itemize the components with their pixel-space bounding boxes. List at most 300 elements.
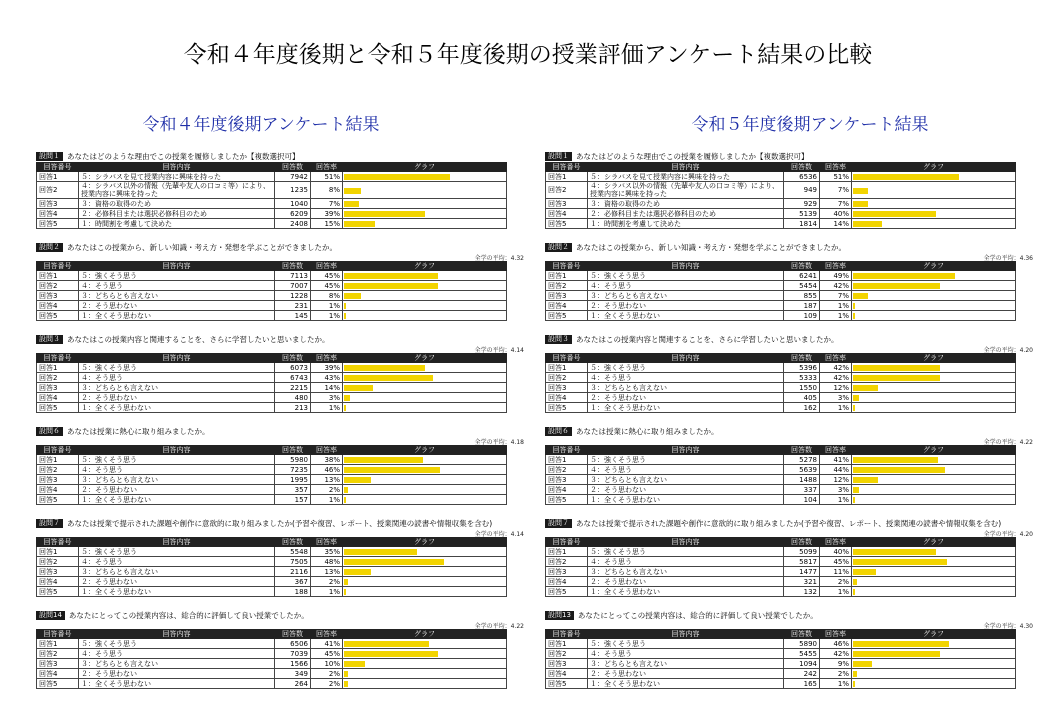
answer-count: 7007 (275, 281, 311, 291)
question-text: あなたはこの授業から、新しい知識・考え方・発想を学ぶことができましたか。 (67, 243, 337, 252)
graph-cell (852, 281, 1016, 291)
graph-cell (852, 182, 1016, 199)
results-table (36, 261, 507, 321)
answer-number: 回答5 (546, 679, 588, 689)
table-row (37, 393, 507, 403)
answer-count: 2116 (275, 567, 311, 577)
graph-cell (852, 172, 1016, 182)
column-header: 回答率 (820, 354, 852, 363)
answer-count: 104 (784, 495, 820, 505)
column-header: グラフ (852, 538, 1016, 547)
answer-number: 回答1 (37, 271, 79, 281)
rate-bar (853, 293, 868, 299)
answer-number: 回答3 (37, 475, 79, 485)
answer-content: ５：強くそう思う (79, 547, 275, 557)
answer-rate: 46% (311, 465, 343, 475)
answer-content: ３：どちらとも言えない (588, 383, 784, 393)
answer-number: 回答2 (37, 373, 79, 383)
answer-count: 264 (275, 679, 311, 689)
answer-number: 回答5 (546, 219, 588, 229)
graph-cell (852, 403, 1016, 413)
question-block (545, 152, 1035, 229)
answer-rate: 7% (311, 199, 343, 209)
answer-content: ３：どちらとも言えない (588, 291, 784, 301)
question-number-badge: 設問２ (36, 243, 63, 252)
answer-count: 5817 (784, 557, 820, 567)
panel-title: 令和４年度後期アンケート結果 (142, 115, 380, 135)
graph-cell (343, 172, 507, 182)
graph-cell (852, 659, 1016, 669)
question-number-badge: 設問２ (545, 243, 572, 252)
column-header: 回答率 (311, 163, 343, 172)
answer-count: 162 (784, 403, 820, 413)
graph-cell (343, 209, 507, 219)
column-header: 回答数 (784, 163, 820, 172)
table-row (546, 393, 1016, 403)
question-text: あなたにとってこの授業内容は、総合的に評価して良い授業でしたか。 (577, 611, 818, 620)
answer-count: 7235 (275, 465, 311, 475)
answer-number: 回答3 (546, 199, 588, 209)
table-row (546, 495, 1016, 505)
column-header: 回答番号 (37, 630, 79, 639)
answer-number: 回答3 (37, 199, 79, 209)
answer-count: 213 (275, 403, 311, 413)
campus-average: 全学の平均：4.36 (983, 255, 1033, 262)
column-header: 回答番号 (546, 630, 588, 639)
graph-cell (852, 291, 1016, 301)
answer-number: 回答2 (546, 649, 588, 659)
table-row (37, 281, 507, 291)
graph-cell (852, 301, 1016, 311)
column-header: 回答数 (275, 446, 311, 455)
column-header: グラフ (852, 446, 1016, 455)
answer-count: 1094 (784, 659, 820, 669)
table-row (37, 291, 507, 301)
answer-count: 2215 (275, 383, 311, 393)
answer-number: 回答2 (37, 465, 79, 475)
table-row (37, 301, 507, 311)
table-row (37, 485, 507, 495)
answer-number: 回答2 (546, 373, 588, 383)
answer-number: 回答4 (37, 577, 79, 587)
answer-content: ３：どちらとも言えない (79, 567, 275, 577)
results-table (545, 629, 1016, 689)
answer-rate: 13% (311, 475, 343, 485)
answer-content: ４：そう思う (79, 373, 275, 383)
answer-content: ２：そう思わない (588, 669, 784, 679)
rate-bar (853, 641, 949, 647)
table-row (37, 557, 507, 567)
column-header: グラフ (343, 163, 507, 172)
answer-count: 5548 (275, 547, 311, 557)
campus-average: 全学の平均：4.20 (983, 531, 1033, 538)
graph-cell (343, 271, 507, 281)
answer-content: ２：そう思わない (79, 577, 275, 587)
graph-cell (852, 495, 1016, 505)
answer-rate: 1% (311, 301, 343, 311)
question-number-badge: 設問７ (545, 519, 572, 528)
table-row (37, 182, 507, 199)
column-header: 回答数 (275, 262, 311, 271)
answer-content: ３：どちらとも言えない (588, 659, 784, 669)
graph-cell (852, 485, 1016, 495)
column-header: 回答内容 (79, 446, 275, 455)
graph-cell (343, 669, 507, 679)
rate-bar (853, 579, 857, 585)
rate-bar (853, 477, 878, 483)
rate-bar (853, 273, 955, 279)
table-row (37, 373, 507, 383)
table-row (546, 271, 1016, 281)
answer-number: 回答5 (37, 311, 79, 321)
table-row (37, 209, 507, 219)
answer-number: 回答3 (546, 475, 588, 485)
answer-count: 7113 (275, 271, 311, 281)
column-header: 回答内容 (588, 262, 784, 271)
question-header (545, 243, 1035, 253)
answer-number: 回答4 (37, 301, 79, 311)
graph-cell (852, 199, 1016, 209)
graph-cell (343, 363, 507, 373)
graph-cell (852, 271, 1016, 281)
table-row (546, 281, 1016, 291)
answer-number: 回答4 (546, 577, 588, 587)
answer-number: 回答4 (37, 393, 79, 403)
answer-rate: 11% (820, 567, 852, 577)
panel-r5 (545, 112, 1035, 703)
table-row (546, 182, 1016, 199)
answer-number: 回答3 (546, 659, 588, 669)
answer-rate: 1% (311, 587, 343, 597)
answer-number: 回答1 (37, 547, 79, 557)
answer-number: 回答1 (546, 363, 588, 373)
column-header: グラフ (343, 262, 507, 271)
column-header: 回答内容 (588, 630, 784, 639)
question-block (36, 243, 526, 321)
answer-count: 1814 (784, 219, 820, 229)
question-header (36, 519, 526, 529)
graph-cell (343, 567, 507, 577)
graph-cell (852, 219, 1016, 229)
rate-bar (853, 385, 878, 391)
answer-count: 5139 (784, 209, 820, 219)
answer-rate: 7% (820, 182, 852, 199)
rate-bar (344, 579, 348, 585)
rate-bar (344, 569, 371, 575)
answer-content: ５：強くそう思う (588, 639, 784, 649)
question-block (545, 611, 1035, 689)
question-number-badge: 設問１ (545, 152, 572, 161)
rate-bar (344, 365, 425, 371)
table-row (37, 172, 507, 182)
graph-cell (343, 485, 507, 495)
answer-number: 回答1 (37, 639, 79, 649)
answer-content: ５：シラバスを見て授業内容に興味を持った (588, 172, 784, 182)
answer-rate: 2% (311, 679, 343, 689)
answer-rate: 45% (820, 557, 852, 567)
answer-number: 回答3 (37, 291, 79, 301)
answer-number: 回答5 (546, 403, 588, 413)
answer-rate: 14% (311, 383, 343, 393)
question-text: あなたは授業に熱心に取り組みましたか。 (576, 427, 719, 436)
rate-bar (853, 559, 947, 565)
column-header: グラフ (343, 630, 507, 639)
column-header: グラフ (343, 354, 507, 363)
campus-average: 全学の平均：4.32 (474, 255, 524, 262)
table-row (37, 455, 507, 465)
table-row (37, 577, 507, 587)
column-header: 回答番号 (546, 538, 588, 547)
answer-rate: 1% (311, 495, 343, 505)
answer-content: １：全くそう思わない (588, 679, 784, 689)
rate-bar (344, 188, 361, 194)
column-header: 回答番号 (546, 446, 588, 455)
answer-count: 231 (275, 301, 311, 311)
column-header: 回答数 (275, 163, 311, 172)
answer-count: 7505 (275, 557, 311, 567)
table-row (37, 669, 507, 679)
rate-bar (344, 477, 371, 483)
rate-bar (344, 221, 375, 227)
answer-content: ２：そう思わない (588, 485, 784, 495)
rate-bar (344, 313, 346, 319)
rate-bar (853, 681, 855, 687)
answer-rate: 1% (311, 403, 343, 413)
answer-rate: 43% (311, 373, 343, 383)
results-table (545, 537, 1016, 597)
answer-count: 109 (784, 311, 820, 321)
answer-rate: 40% (820, 547, 852, 557)
answer-content: ５：強くそう思う (588, 363, 784, 373)
answer-number: 回答2 (546, 465, 588, 475)
graph-cell (852, 639, 1016, 649)
answer-number: 回答2 (546, 557, 588, 567)
column-header: 回答番号 (37, 354, 79, 363)
answer-rate: 39% (311, 209, 343, 219)
answer-count: 2408 (275, 219, 311, 229)
question-number-badge: 設問１ (36, 152, 63, 161)
answer-count: 6743 (275, 373, 311, 383)
table-row (546, 547, 1016, 557)
campus-average: 全学の平均：4.14 (474, 531, 524, 538)
answer-rate: 49% (820, 271, 852, 281)
table-row (546, 455, 1016, 465)
column-header: 回答数 (275, 538, 311, 547)
answer-number: 回答5 (37, 219, 79, 229)
answer-rate: 35% (311, 547, 343, 557)
question-number-badge: 設問14 (36, 611, 65, 620)
answer-rate: 3% (820, 393, 852, 403)
table-row (37, 547, 507, 557)
graph-cell (343, 182, 507, 199)
graph-cell (343, 649, 507, 659)
graph-cell (852, 393, 1016, 403)
answer-content: ３：どちらとも言えない (79, 383, 275, 393)
answer-number: 回答3 (37, 659, 79, 669)
answer-content: ２：そう思わない (79, 485, 275, 495)
table-row (37, 679, 507, 689)
answer-content: ２：そう思わない (79, 669, 275, 679)
page-title: 令和４年度後期と令和５年度後期の授業評価アンケート結果の比較 (183, 42, 873, 68)
rate-bar (853, 313, 855, 319)
answer-count: 5454 (784, 281, 820, 291)
answer-number: 回答2 (546, 182, 588, 199)
answer-rate: 1% (820, 311, 852, 321)
answer-content: ３：どちらとも言えない (588, 475, 784, 485)
answer-content: ２：必修科目または選択必修科目のため (79, 209, 275, 219)
graph-cell (343, 373, 507, 383)
answer-count: 1235 (275, 182, 311, 199)
answer-number: 回答5 (37, 587, 79, 597)
answer-content: ２：そう思わない (79, 301, 275, 311)
rate-bar (853, 303, 855, 309)
answer-content: １：全くそう思わない (79, 495, 275, 505)
answer-number: 回答5 (37, 679, 79, 689)
answer-count: 321 (784, 577, 820, 587)
answer-number: 回答4 (546, 669, 588, 679)
rate-bar (344, 405, 346, 411)
graph-cell (343, 639, 507, 649)
campus-average: 全学の平均：4.22 (983, 439, 1033, 446)
answer-content: ４：そう思う (588, 649, 784, 659)
graph-cell (852, 547, 1016, 557)
answer-count: 1477 (784, 567, 820, 577)
column-header: 回答率 (820, 446, 852, 455)
rate-bar (344, 497, 346, 503)
answer-content: ４：そう思う (79, 465, 275, 475)
table-row (546, 659, 1016, 669)
question-text: あなたは授業に熱心に取り組みましたか。 (67, 427, 210, 436)
question-header (36, 152, 526, 162)
answer-rate: 1% (820, 301, 852, 311)
table-row (546, 587, 1016, 597)
table-row (546, 567, 1016, 577)
answer-rate: 46% (820, 639, 852, 649)
question-text: あなたは授業で提示された課題や創作に意欲的に取り組みましたか(予習や復習、レポート、授業関連の読書や情報収集を含む) (576, 519, 1002, 528)
answer-number: 回答1 (37, 172, 79, 182)
answer-number: 回答5 (37, 495, 79, 505)
rate-bar (853, 405, 855, 411)
results-table (545, 261, 1016, 321)
answer-count: 5333 (784, 373, 820, 383)
column-header: 回答率 (820, 163, 852, 172)
rate-bar (344, 395, 350, 401)
answer-count: 357 (275, 485, 311, 495)
results-table (545, 162, 1016, 229)
answer-content: ２：そう思わない (79, 393, 275, 403)
graph-cell (343, 403, 507, 413)
graph-cell (343, 547, 507, 557)
column-header: 回答率 (311, 354, 343, 363)
answer-content: ４：そう思う (588, 373, 784, 383)
rate-bar (853, 375, 940, 381)
answer-content: ２：そう思わない (588, 301, 784, 311)
column-header: 回答率 (311, 446, 343, 455)
rate-bar (344, 211, 425, 217)
answer-rate: 2% (820, 669, 852, 679)
answer-content: ４：そう思う (588, 557, 784, 567)
question-header (545, 611, 1035, 621)
answer-count: 1995 (275, 475, 311, 485)
answer-count: 5278 (784, 455, 820, 465)
question-block (545, 427, 1035, 505)
answer-rate: 7% (820, 199, 852, 209)
question-text: あなたにとってこの授業内容は、総合的に評価して良い授業でしたか。 (68, 611, 309, 620)
results-table (36, 353, 507, 413)
rate-bar (853, 395, 859, 401)
column-header: 回答番号 (37, 538, 79, 547)
column-header: 回答内容 (79, 538, 275, 547)
question-block (545, 335, 1035, 413)
answer-rate: 2% (820, 577, 852, 587)
question-block (545, 243, 1035, 321)
rate-bar (853, 174, 959, 180)
answer-count: 367 (275, 577, 311, 587)
answer-content: １：時間割を考慮して決めた (79, 219, 275, 229)
rate-bar (344, 283, 438, 289)
table-row (37, 219, 507, 229)
question-header (545, 335, 1035, 345)
answer-count: 6241 (784, 271, 820, 281)
column-header: 回答数 (275, 354, 311, 363)
answer-count: 165 (784, 679, 820, 689)
answer-count: 337 (784, 485, 820, 495)
answer-content: ４：そう思う (79, 281, 275, 291)
graph-cell (852, 669, 1016, 679)
rate-bar (344, 457, 423, 463)
rate-bar (853, 221, 882, 227)
answer-rate: 42% (820, 363, 852, 373)
answer-number: 回答3 (546, 383, 588, 393)
column-header: グラフ (852, 262, 1016, 271)
column-header: 回答数 (275, 630, 311, 639)
table-row (546, 291, 1016, 301)
column-header: 回答番号 (546, 262, 588, 271)
answer-number: 回答1 (546, 172, 588, 182)
answer-content: ４：そう思う (79, 557, 275, 567)
graph-cell (343, 679, 507, 689)
graph-cell (343, 557, 507, 567)
answer-content: １：全くそう思わない (79, 403, 275, 413)
column-header: 回答番号 (546, 163, 588, 172)
answer-number: 回答5 (546, 495, 588, 505)
answer-count: 1566 (275, 659, 311, 669)
answer-number: 回答4 (37, 209, 79, 219)
graph-cell (852, 311, 1016, 321)
table-row (546, 485, 1016, 495)
answer-rate: 42% (820, 649, 852, 659)
answer-count: 145 (275, 311, 311, 321)
rate-bar (344, 661, 365, 667)
rate-bar (344, 174, 450, 180)
answer-count: 5980 (275, 455, 311, 465)
answer-content: ４：そう思う (588, 465, 784, 475)
answer-number: 回答1 (546, 547, 588, 557)
answer-rate: 40% (820, 209, 852, 219)
column-header: 回答内容 (588, 446, 784, 455)
table-row (546, 219, 1016, 229)
graph-cell (852, 363, 1016, 373)
column-header: 回答数 (784, 630, 820, 639)
rate-bar (344, 487, 348, 493)
graph-cell (343, 659, 507, 669)
campus-average: 全学の平均：4.18 (474, 439, 524, 446)
question-text: あなたはどのような理由でこの授業を履修しましたか【複数選択可】 (67, 152, 300, 161)
answer-count: 5890 (784, 639, 820, 649)
rate-bar (853, 671, 857, 677)
question-text: あなたはどのような理由でこの授業を履修しましたか【複数選択可】 (576, 152, 809, 161)
answer-number: 回答4 (37, 669, 79, 679)
